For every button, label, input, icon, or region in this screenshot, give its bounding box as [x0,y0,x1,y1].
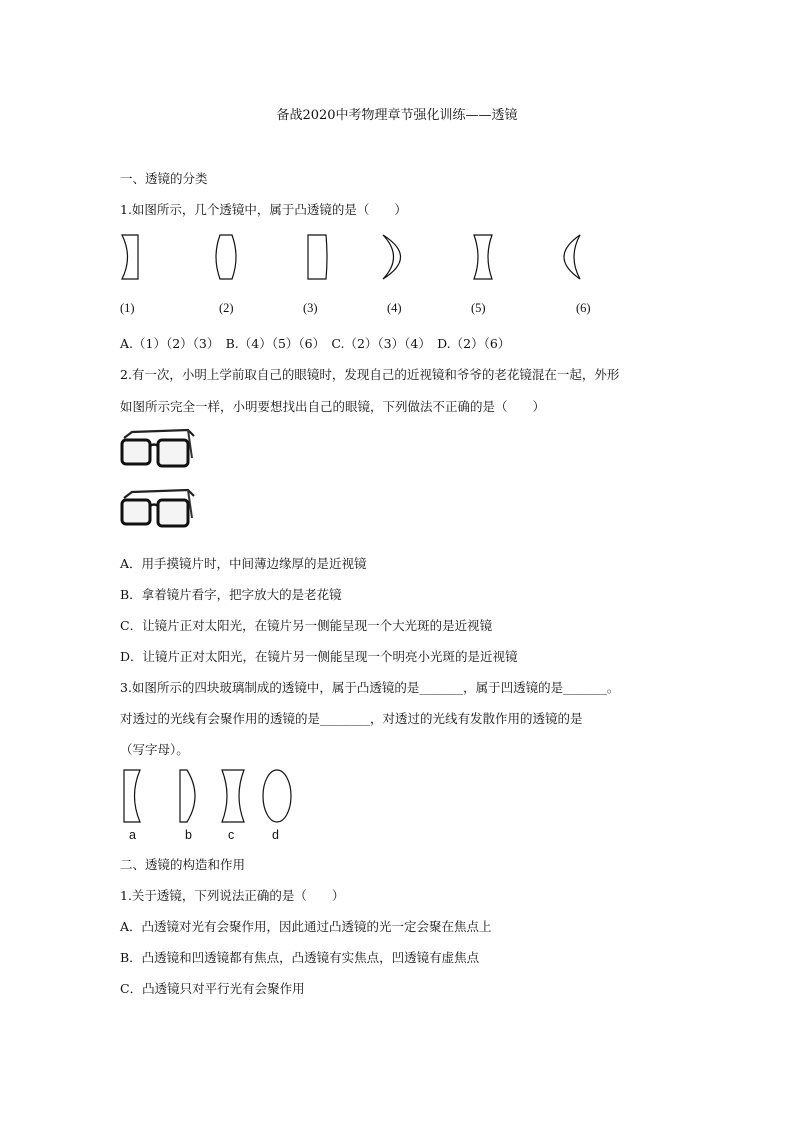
figure-label: c [228,828,235,842]
figure-label: (6) [576,301,591,315]
figure-label: (5) [471,301,486,315]
answer-option: B．拿着镜片看字，把字放大的是老花镜 [120,587,342,602]
figure-label: b [185,828,192,842]
figure-label: (2) [219,301,234,315]
question-stem: 1.如图所示，几个透镜中，属于凸透镜的是（ ） [120,202,407,217]
question-stem: （写字母）。 [120,742,189,757]
question-stem: 对透过的光线有会聚作用的透镜的是________，对透过的光线有发散作用的透镜的是 [120,711,583,726]
lens-c-figure [219,768,247,824]
lens-d-figure [260,768,294,824]
lens-2-figure [212,233,240,281]
question-stem: 如图所示完全一样，小明要想找出自己的眼镜，下列做法不正确的是（ ） [120,399,546,414]
lens-6-figure [552,233,584,281]
lens-1-figure [119,233,141,281]
lens-3-figure [305,233,329,281]
question-stem: 2.有一次，小明上学前取自己的眼镜时，发现自己的近视镜和爷爷的老花镜混在一起，外形 [120,367,620,382]
answer-option: A．凸透镜对光有会聚作用，因此通过凸透镜的光一定会聚在焦点上 [120,919,492,934]
figure-label: (1) [120,301,135,315]
lens-a-figure [121,768,143,824]
answer-options: A.（1）（2）（3） B.（4）（5）（6） C.（2）（3）（4） D.（2）（6） [120,336,511,351]
answer-option: C．让镜片正对太阳光，在镜片另一侧能呈现一个大光斑的是近视镜 [120,618,493,633]
glasses-icon [118,428,196,474]
glasses-icon [118,488,196,534]
lens-5-figure [472,233,494,281]
answer-option: A．用手摸镜片时，中间薄边缘厚的是近视镜 [120,556,367,571]
answer-option: C．凸透镜只对平行光有会聚作用 [120,981,305,996]
question-stem: 1.关于透镜，下列说法正确的是（ ） [120,888,345,903]
figure-label: (4) [387,301,402,315]
lens-b-figure [177,768,203,824]
lens-4-figure [380,233,418,281]
figure-label: (3) [303,301,318,315]
question-stem: 3.如图所示的四块玻璃制成的透镜中，属于凸透镜的是_______，属于凹透镜的是_______。 [120,680,620,695]
section-heading: 二、透镜的构造和作用 [120,857,246,872]
figure-label: d [272,828,279,842]
section-heading: 一、透镜的分类 [120,171,208,186]
figure-label: a [129,828,136,842]
answer-option: D．让镜片正对太阳光，在镜片另一侧能呈现一个明亮小光斑的是近视镜 [120,649,518,664]
answer-option: B．凸透镜和凹透镜都有焦点，凸透镜有实焦点，凹透镜有虚焦点 [120,950,480,965]
page-title: 备战2020中考物理章节强化训练——透镜 [276,108,518,123]
